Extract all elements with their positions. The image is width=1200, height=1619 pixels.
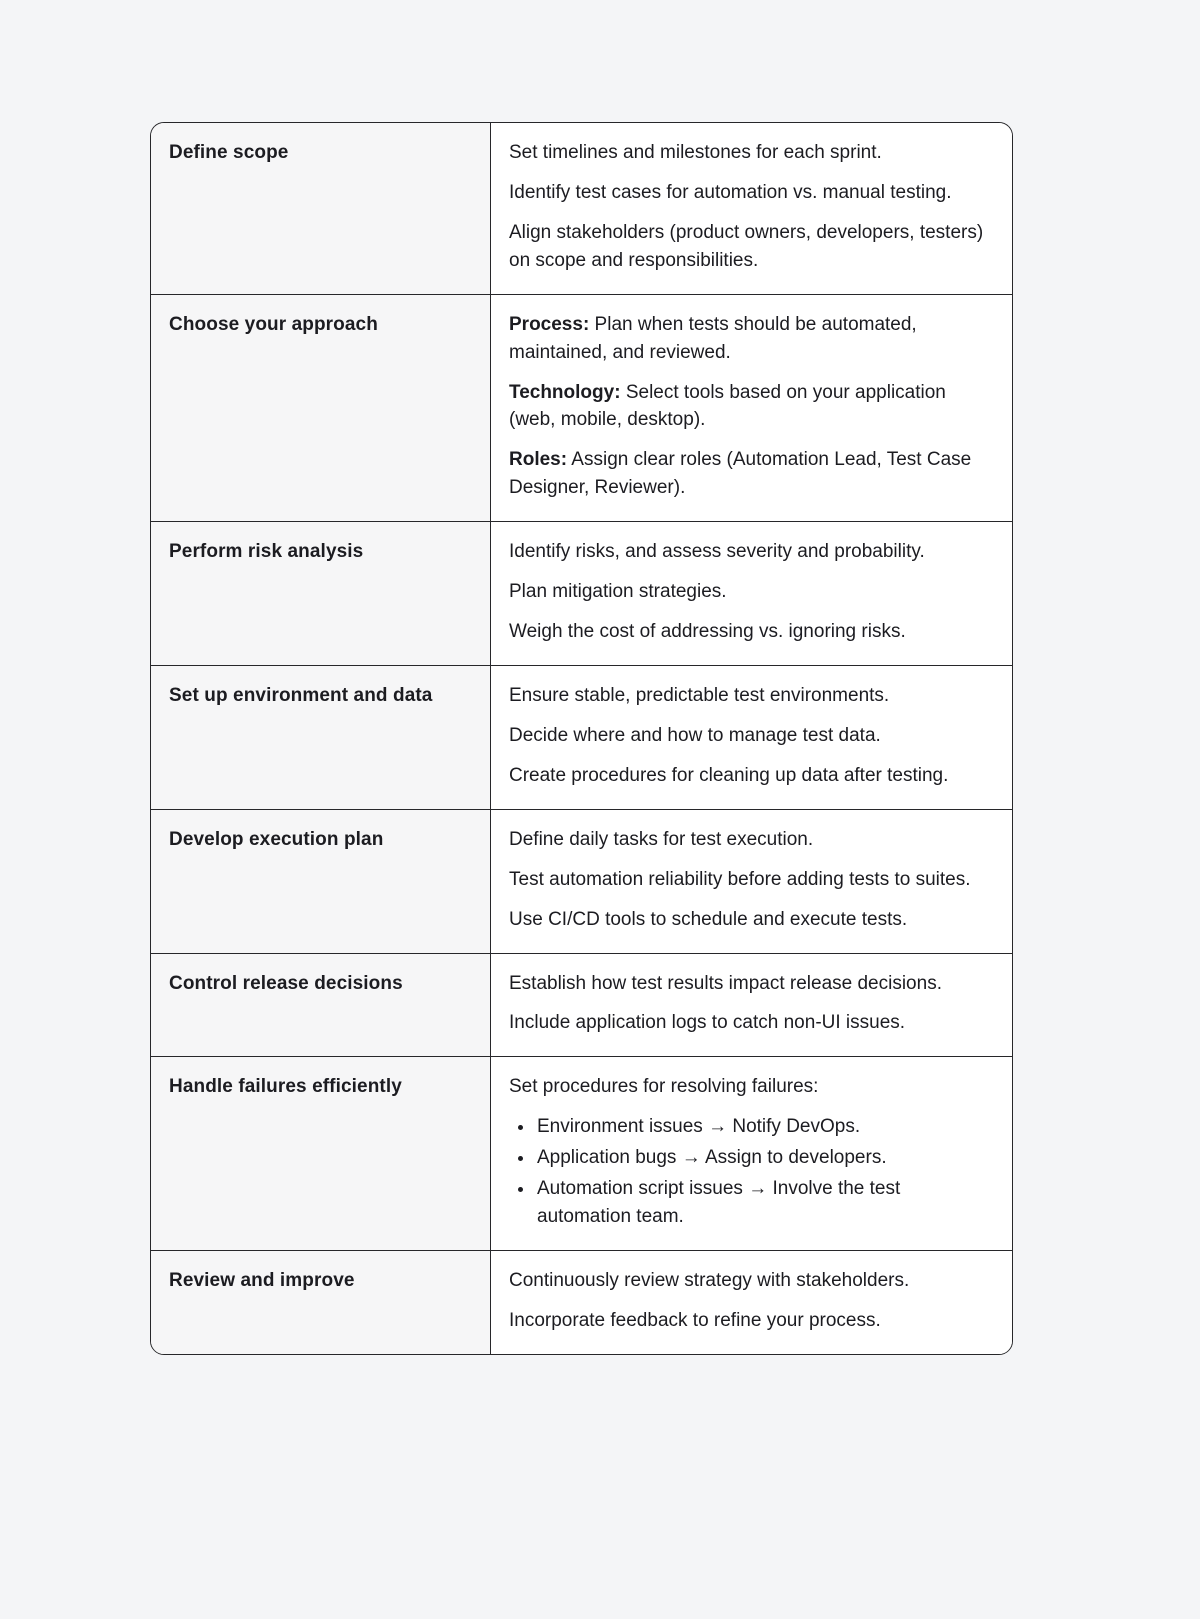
detail-paragraph — [509, 446, 994, 502]
bold-label: Roles: — [509, 449, 568, 471]
detail-paragraph: Create procedures for cleaning up data after testing. — [509, 764, 949, 786]
detail-paragraph: Set timelines and milestones for each sprint. — [509, 142, 882, 163]
step-title-cell: Set up environment and data — [151, 665, 491, 809]
step-details-cell — [491, 123, 1012, 294]
detail-paragraph: Set procedures for resolving failures: — [509, 1076, 819, 1098]
strategy-table — [150, 122, 1013, 1355]
detail-paragraph: Test automation reliability before adding tests to suites. — [509, 868, 971, 890]
strategy-table-grid — [150, 122, 1013, 1355]
detail-paragraph: Identify risks, and assess severity and probability. — [509, 541, 925, 563]
detail-paragraph: Continuously review strategy with stakeholders. — [509, 1269, 910, 1291]
step-details-cell — [491, 294, 1012, 522]
step-details-cell — [491, 665, 1012, 809]
detail-paragraph: Plan mitigation strategies. — [509, 581, 727, 603]
step-details-cell — [491, 1250, 1012, 1354]
detail-paragraph: Use CI/CD tools to schedule and execute tests. — [509, 908, 908, 930]
step-details-cell — [491, 521, 1012, 665]
step-title-cell: Control release decisions — [151, 953, 491, 1057]
step-details-cell — [491, 1056, 1012, 1250]
detail-paragraph: Align stakeholders (product owners, developers, testers) on scope and responsibilities. — [509, 221, 984, 271]
detail-paragraph: Establish how test results impact release decisions. — [509, 972, 942, 994]
step-title-cell: Choose your approach — [151, 294, 491, 522]
step-title-cell: Review and improve — [151, 1250, 491, 1354]
step-title-cell: Handle failures efficiently — [151, 1056, 491, 1250]
bold-label: Process: — [509, 313, 590, 335]
detail-paragraph: Include application logs to catch non-UI issues. — [509, 1012, 906, 1034]
bullet-item: • Application bugs → Assign to developers. — [535, 1144, 994, 1172]
detail-paragraph: Ensure stable, predictable test environments. — [509, 684, 890, 706]
detail-paragraph: Decide where and how to manage test data. — [509, 724, 881, 746]
paragraph-text: Select tools based on your application (web, mobile, desktop). — [509, 381, 946, 431]
step-details-cell — [491, 809, 1012, 953]
step-title-cell: Perform risk analysis — [151, 521, 491, 665]
bullet-item: • Automation script issues → Involve the test automation team. — [535, 1175, 994, 1231]
detail-bullet-list — [509, 1113, 994, 1231]
detail-paragraph: Identify test cases for automation vs. manual testing. — [509, 181, 952, 203]
step-details-cell — [491, 953, 1012, 1057]
paragraph-text: Plan when tests should be automated, maintained, and reviewed. — [509, 313, 917, 363]
detail-paragraph — [509, 379, 994, 435]
bullet-item: • Environment issues → Notify DevOps. — [535, 1113, 994, 1141]
detail-paragraph: Weigh the cost of addressing vs. ignoring risks. — [509, 621, 906, 643]
detail-paragraph — [509, 311, 994, 367]
detail-paragraph: Incorporate feedback to refine your process. — [509, 1309, 881, 1331]
step-title-cell: Define scope — [151, 123, 491, 294]
paragraph-text: Assign clear roles (Automation Lead, Test Case Designer, Reviewer). — [509, 449, 972, 499]
detail-paragraph: Define daily tasks for test execution. — [509, 828, 814, 850]
bold-label: Technology: — [509, 381, 621, 403]
step-title-cell: Develop execution plan — [151, 809, 491, 953]
